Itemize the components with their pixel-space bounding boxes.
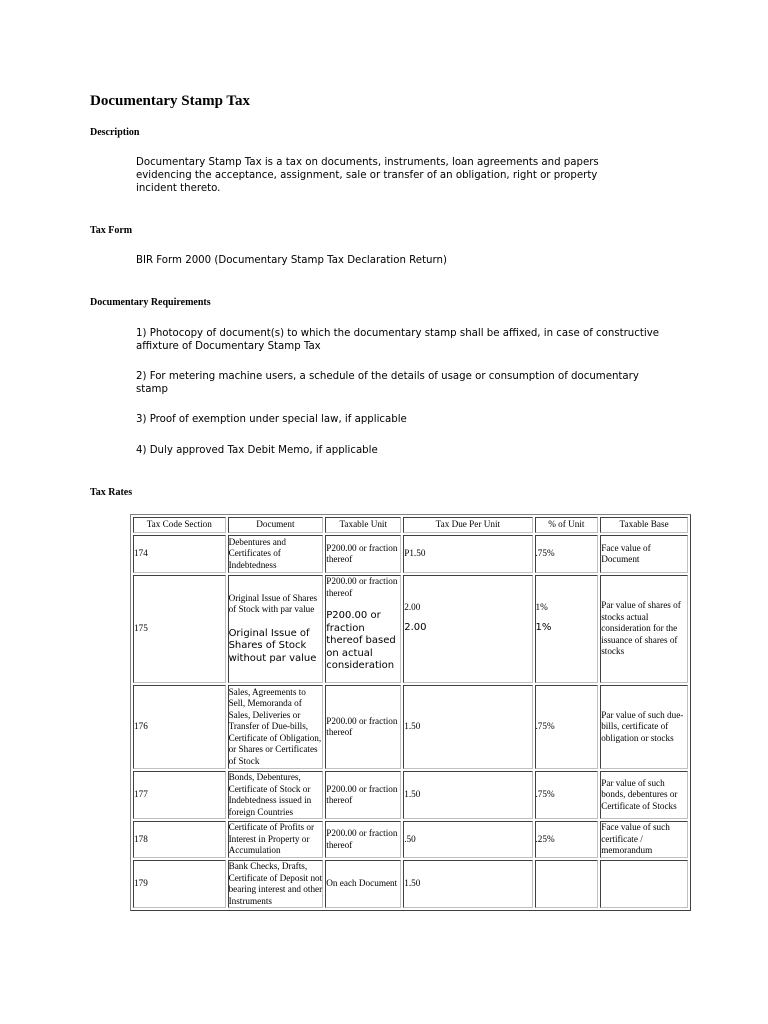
taxable-base-cell: Par value of shares of stocks actual consideration for the issuance of shares of stocks (600, 575, 688, 683)
percent-cell: .75% (535, 685, 599, 769)
tax-due-without-par-value: 2.00 (404, 622, 427, 633)
tax-form-text: BIR Form 2000 (Documentary Stamp Tax Declaration Return) (136, 255, 447, 266)
section-cell: 179 (133, 860, 226, 908)
taxable-unit-cell: P200.00 or fraction thereof (325, 535, 401, 573)
tax-due-cell: 1.50 (403, 685, 532, 769)
description-heading: Description (90, 127, 140, 138)
document-with-par-value: Original Issue of Shares of Stock with par value (228, 592, 318, 615)
document-cell: Bonds, Debentures, Certificate of Stock or Indebtedness issued in foreign Countries (228, 771, 324, 819)
section-cell: 175 (133, 575, 226, 683)
table-row (133, 771, 688, 819)
taxable-base-cell: Par value of such due-bills, certificate of obligation or stocks (600, 685, 688, 769)
tax-rates-heading: Tax Rates (90, 487, 133, 498)
tax-due-cell: P1.50 (403, 535, 532, 573)
percent-cell (535, 575, 599, 683)
tax-form-heading: Tax Form (90, 225, 133, 236)
tax-due-par-value: 2.00 (404, 601, 421, 612)
taxable-unit-cell: On each Document (325, 860, 401, 908)
taxable-unit-actual-consideration: P200.00 or fraction thereof based on actual consideration (326, 610, 396, 671)
taxable-base-cell (600, 860, 688, 908)
document-cell (228, 575, 324, 683)
percent-without-par-value: 1% (535, 622, 552, 633)
percent-cell: .25% (535, 821, 599, 858)
column-header: % of Unit (535, 517, 599, 533)
table-row (133, 575, 688, 683)
tax-due-cell (403, 575, 532, 683)
column-header: Document (228, 517, 324, 533)
document-cell: Debentures and Certificates of Indebtedness (228, 535, 324, 573)
percent-cell (535, 860, 599, 908)
taxable-unit-cell: P200.00 or fraction thereof (325, 685, 401, 769)
section-cell: 178 (133, 821, 226, 858)
percent-cell: .75% (535, 771, 599, 819)
tax-rates-table (130, 514, 691, 911)
document-without-par-value: Original Issue of Shares of Stock without par value (228, 627, 317, 664)
column-header: Tax Code Section (133, 517, 226, 533)
section-cell: 177 (133, 771, 226, 819)
taxable-unit-cell (325, 575, 401, 683)
table-row (133, 535, 688, 573)
document-cell: Certificate of Profits or Interest in Property or Accumulation (228, 821, 324, 858)
section-cell: 174 (133, 535, 226, 573)
percent-par-value: 1% (535, 601, 548, 612)
table-row (133, 821, 688, 858)
taxable-unit-par-value: P200.00 or fraction thereof (326, 576, 398, 598)
description-text: Documentary Stamp Tax is a tax on documents, instruments, loan agreements and papers evidencing the acceptance, assignment, sale or transfer of an obligation, right or property incident thereto. (136, 157, 599, 194)
tax-due-cell: 1.50 (403, 860, 532, 908)
requirement-item: 3) Proof of exemption under special law, if applicable (136, 414, 407, 425)
document-cell: Bank Checks, Drafts, Certificate of Deposit not bearing interest and other Instruments (228, 860, 324, 908)
taxable-base-cell: Face value of Document (600, 535, 688, 573)
section-cell: 176 (133, 685, 226, 769)
requirements-heading: Documentary Requirements (90, 297, 211, 308)
taxable-unit-cell: P200.00 or fraction thereof (325, 821, 401, 858)
requirement-item: 4) Duly approved Tax Debit Memo, if applicable (136, 445, 378, 456)
taxable-base-cell: Par value of such bonds, debentures or Certificate of Stocks (600, 771, 688, 819)
column-header: Taxable Unit (325, 517, 401, 533)
percent-cell: .75% (535, 535, 599, 573)
taxable-unit-cell: P200.00 or fraction thereof (325, 771, 401, 819)
taxable-base-cell: Face value of such certificate / memorandum (600, 821, 688, 858)
tax-due-cell: 1.50 (403, 771, 532, 819)
table-header-row (133, 517, 688, 533)
requirement-item: 2) For metering machine users, a schedule of the details of usage or consumption of documentary stamp (136, 371, 639, 395)
table-row (133, 860, 688, 908)
page-title: Documentary Stamp Tax (90, 93, 251, 109)
tax-due-cell: .50 (403, 821, 532, 858)
table-row (133, 685, 688, 769)
column-header: Tax Due Per Unit (403, 517, 532, 533)
requirement-item: 1) Photocopy of document(s) to which the documentary stamp shall be affixed, in case of constructive affixture of Documentary Stamp Tax (136, 328, 659, 352)
column-header: Taxable Base (600, 517, 688, 533)
document-cell: Sales, Agreements to Sell, Memoranda of Sales, Deliveries or Transfer of Due-bills, Certificate of Obligation, or Shares or Certificates of Stock (228, 685, 324, 769)
